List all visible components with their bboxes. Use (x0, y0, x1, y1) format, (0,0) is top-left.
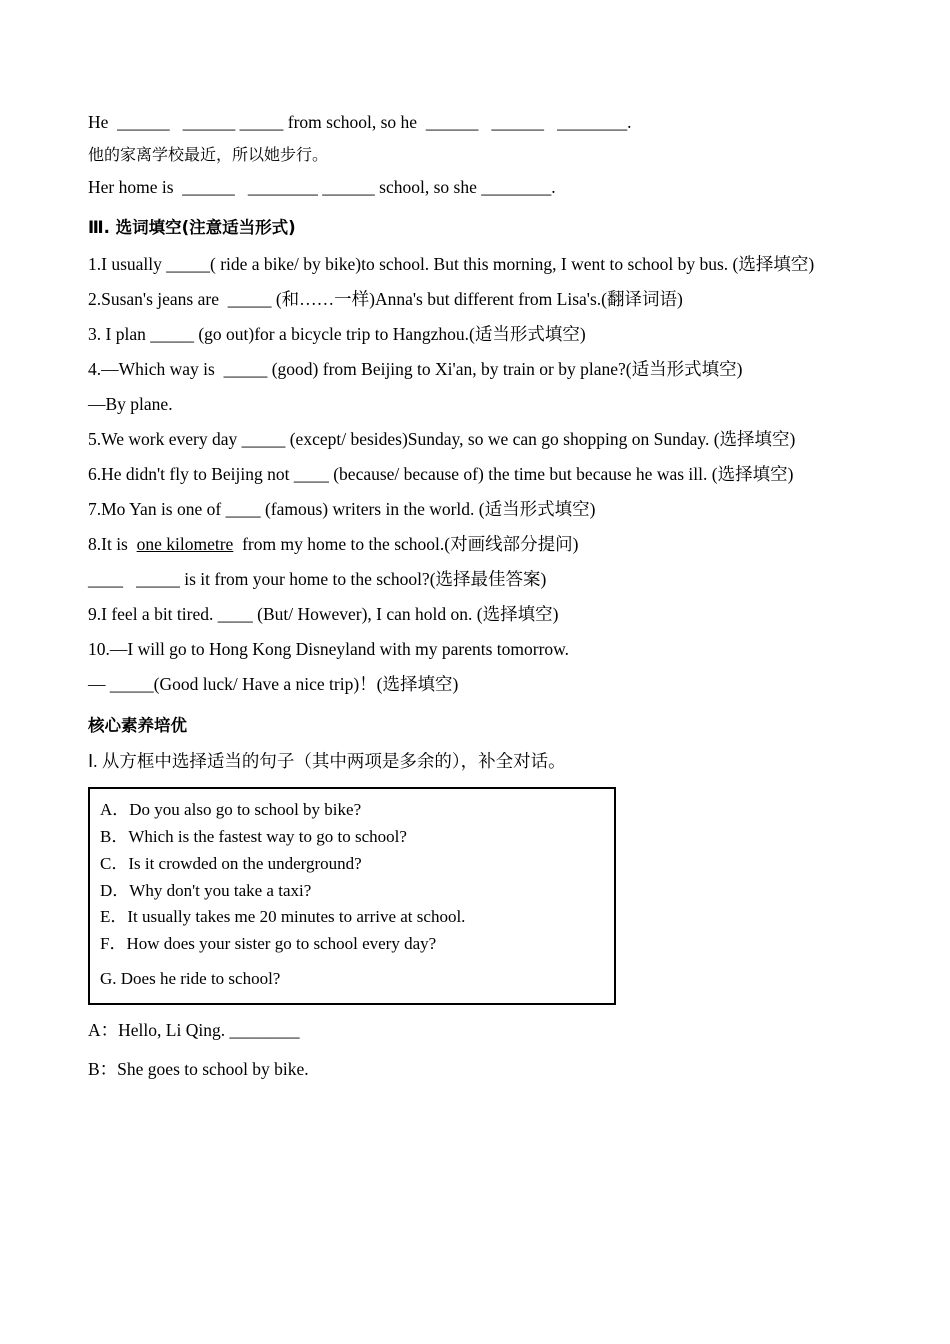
question-4: 4.—Which way is _____ (good) from Beijing to Xi'an, by train or by plane?(适当形式填空) (88, 358, 743, 379)
question-10-answer: — _____(Good luck/ Have a nice trip)！(选择填空) (88, 673, 459, 694)
text-line-he: He ______ ______ _____ from school, so he ______ ______ ________. (88, 112, 632, 132)
question-3: 3. I plan _____ (go out)for a bicycle trip to Hangzhou.(适当形式填空) (88, 323, 586, 344)
text-line-chinese: 他的家离学校最近，所以她步行。 (88, 145, 329, 165)
dialogue-line-a: A：Hello, Li Qing. ________ (88, 1020, 300, 1041)
choice-e: E．It usually takes me 20 minutes to arrive at school. (100, 907, 466, 927)
task-instruction: Ⅰ. 从方框中选择适当的句子（其中两项是多余的），补全对话。 (88, 751, 566, 772)
choice-f: F．How does your sister go to school every day? (100, 934, 437, 954)
question-10: 10.—I will go to Hong Kong Disneyland with my parents tomorrow. (88, 638, 570, 659)
choice-a: A．Do you also go to school by bike? (100, 800, 362, 820)
question-9: 9.I feel a bit tired. ____ (But/ However), I can hold on. (选择填空) (88, 603, 559, 624)
choice-b: B．Which is the fastest way to go to school? (100, 826, 407, 846)
section-heading-core: 核心素养培优 (88, 715, 187, 735)
dialogue-line-b: B：She goes to school by bike. (88, 1058, 309, 1079)
choice-g: G. Does he ride to school? (100, 969, 281, 989)
choice-c: C．Is it crowded on the underground? (100, 853, 362, 873)
choice-d: D．Why don't you take a taxi? (100, 880, 312, 900)
question-5: 5.We work every day _____ (except/ besides)Sunday, so we can go shopping on Sunday. (选择填空) (88, 428, 796, 449)
question-8-followup: ____ _____ is it from your home to the school?(选择最佳答案) (88, 568, 547, 589)
question-8-suffix: from my home to the school.(对画线部分提问) (242, 533, 579, 554)
question-4-answer: —By plane. (88, 393, 173, 414)
question-8-underlined-part: one kilometre (136, 533, 234, 554)
question-8 (88, 527, 865, 562)
question-7: 7.Mo Yan is one of ____ (famous) writers in the world. (适当形式填空) (88, 498, 596, 519)
choices-box (88, 787, 616, 1005)
question-1: 1.I usually _____( ride a bike/ by bike)to school. But this morning, I went to school by bus. (选择填空) (88, 253, 815, 274)
text-line-her-home: Her home is ______ ________ ______ school, so she ________. (88, 177, 556, 198)
question-6: 6.He didn't fly to Beijing not ____ (because/ because of) the time but because he was ill. (选择填空) (88, 463, 794, 484)
question-8-prefix: 8.It is (88, 533, 128, 554)
section-heading-3: Ⅲ. 选词填空(注意适当形式) (88, 218, 296, 238)
question-2: 2.Susan's jeans are _____ (和……一样)Anna's but different from Lisa's.(翻译词语) (88, 288, 683, 309)
